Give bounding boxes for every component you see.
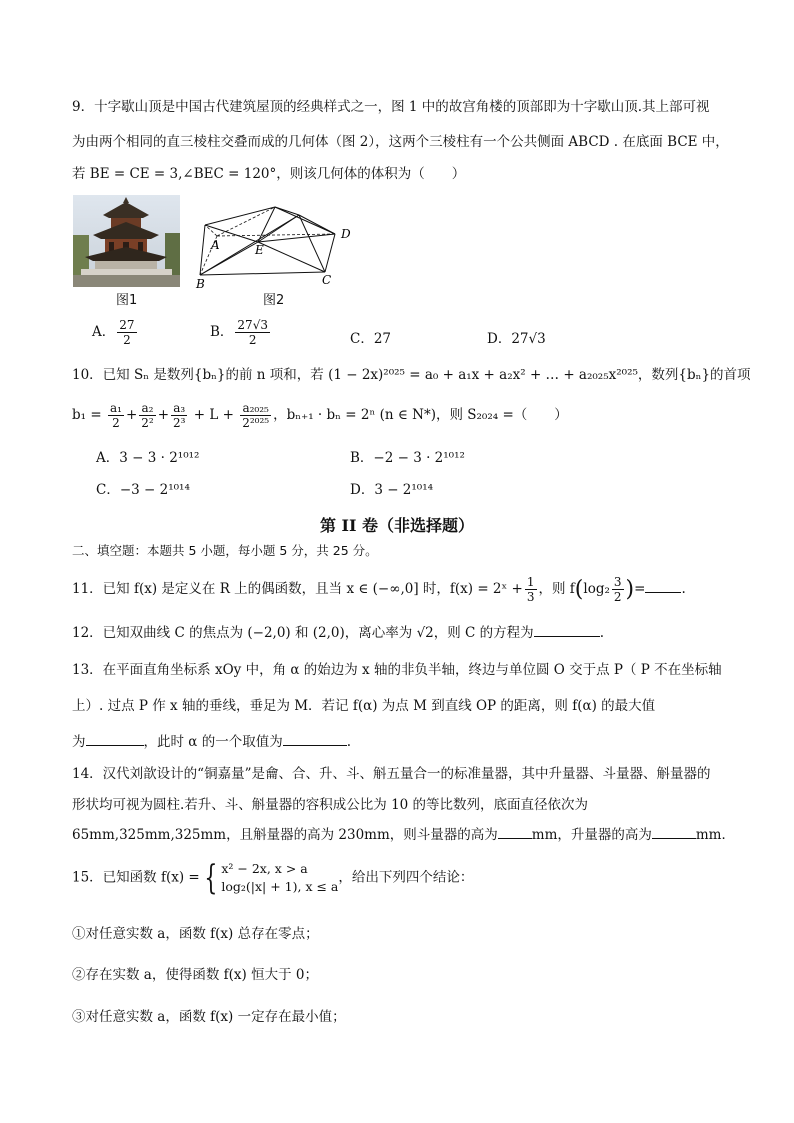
- q9-option-a: A． $\frac{27}{2}$: [92, 318, 135, 347]
- q10-option-d: D．3 − 2¹⁰¹⁴: [350, 482, 434, 498]
- q10-option-c: C．−3 − 2¹⁰¹⁴: [96, 482, 190, 498]
- section-title: 第 II 卷（非选择题）: [319, 516, 475, 535]
- q10-line1: 10．已知 Sₙ 是数列{bₙ}的前 n 项和，若 (1 − 2x)²⁰²⁵ = a₀ + a₁x + a₂x² + … + a₂₀₂₅x²⁰²⁵，数列{bₙ}的首项: [72, 367, 751, 383]
- label-E: E: [255, 243, 264, 257]
- q15-conclusion-2: ②存在实数 a，使得函数 f(x) 恒大于 0；: [72, 967, 318, 983]
- q14-line2: 形状均可视为圆柱.若升、斗、斛量器的容积成公比为 10 的等比数列，底面直径依次为: [72, 797, 589, 813]
- geometry-figure: [195, 200, 365, 292]
- q10-option-b: B．−2 − 3 · 2¹⁰¹²: [350, 450, 465, 466]
- q10-option-a: A．3 − 3 · 2¹⁰¹²: [96, 450, 200, 466]
- pavilion-photo: [73, 195, 180, 287]
- label-B: B: [196, 277, 205, 291]
- q15-conclusion-1: ①对任意实数 a，函数 f(x) 总存在零点；: [72, 926, 319, 942]
- q13-answer-blank-1[interactable]: [86, 745, 144, 746]
- q9-option-c: C．27: [350, 331, 392, 347]
- figure2-caption: 图2: [263, 293, 285, 308]
- label-C: C: [322, 273, 332, 287]
- label-A: A: [211, 238, 220, 252]
- q13-line3: 为 ，此时 α 的一个取值为 .: [72, 734, 351, 750]
- figure1-caption: 图1: [116, 293, 138, 308]
- q9-option-b: B． $\frac{27√3}{2}$: [210, 318, 268, 347]
- label-D: D: [341, 227, 351, 241]
- q9-line1: 9．十字歇山顶是中国古代建筑屋顶的经典样式之一，图 1 中的故宫角楼的顶部即为十字歇山顶.其上部可视: [72, 99, 710, 115]
- q13-line1: 13．在平面直角坐标系 xOy 中，角 α 的始边为 x 轴的非负半轴，终边与单位圆 O 交于点 P（ P 不在坐标轴: [72, 662, 722, 678]
- q9-line3: 若 BE = CE = 3,∠BEC = 120°，则该几何体的体积为（ ）: [72, 166, 466, 182]
- q12-answer-blank[interactable]: [534, 636, 600, 637]
- q15-conclusion-3: ③对任意实数 a，函数 f(x) 一定存在最小值；: [72, 1009, 346, 1025]
- q14-line1: 14．汉代刘歆设计的“铜嘉量”是龠、合、升、斗、斛五量合一的标准量器，其中升量器、斗量器、斛量器的: [72, 766, 711, 782]
- q9-line2: 为由两个相同的直三棱柱交叠而成的几何体（图 2），这两个三棱柱有一个公共侧面 ABCD . 在底面 BCE 中，: [72, 134, 729, 150]
- section2-header: 二、填空题：本题共 5 小题，每小题 5 分，共 25 分。: [72, 543, 378, 558]
- q13-answer-blank-2[interactable]: [283, 745, 347, 746]
- q9-option-d: D．27√3: [487, 331, 546, 347]
- q12-line: 12．已知双曲线 C 的焦点为 (−2,0) 和 (2,0)，离心率为 √2，则 C 的方程为 .: [72, 625, 604, 641]
- q14-line3: 65mm,325mm,325mm，且斛量器的高为 230mm，则斗量器的高为 mm，升量器的高为 mm．: [72, 827, 735, 843]
- q14-answer-blank-1[interactable]: [498, 838, 532, 839]
- q14-answer-blank-2[interactable]: [652, 838, 696, 839]
- q10-line2: b₁ = $\frac{\text{a₁}}{2}$ + $\frac{\text{a₂}}{\text{2²}}$ + $\frac{\text{a₃}}{\text{2³}}$ + L + $\frac{\text{a₂₀₂₅}}{\text{2²⁰²⁵}}$ ，bₙ₊₁ · bₙ = 2ⁿ (n ∈ N*)，则 S₂₀₂₄ =（ ）: [72, 401, 568, 430]
- q15-line: 15．已知函数 f(x) = { x² − 2x, x > a log₂(|x| + 1), x ≤ a ，给出下列四个结论：: [72, 858, 474, 898]
- q11-line: 11．已知 f(x) 是定义在 R 上的偶函数，且当 x ∈ (−∞,0] 时，f(x) = 2ˣ + $\frac{1}{3}$ ，则 f(log₂ $\frac{3}{2}$ )= .: [72, 575, 686, 604]
- q11-answer-blank[interactable]: [645, 592, 681, 593]
- q13-line2: 上）. 过点 P 作 x 轴的垂线，垂足为 M．若记 f(α) 为点 M 到直线 OP 的距离，则 f(α) 的最大值: [72, 698, 656, 714]
